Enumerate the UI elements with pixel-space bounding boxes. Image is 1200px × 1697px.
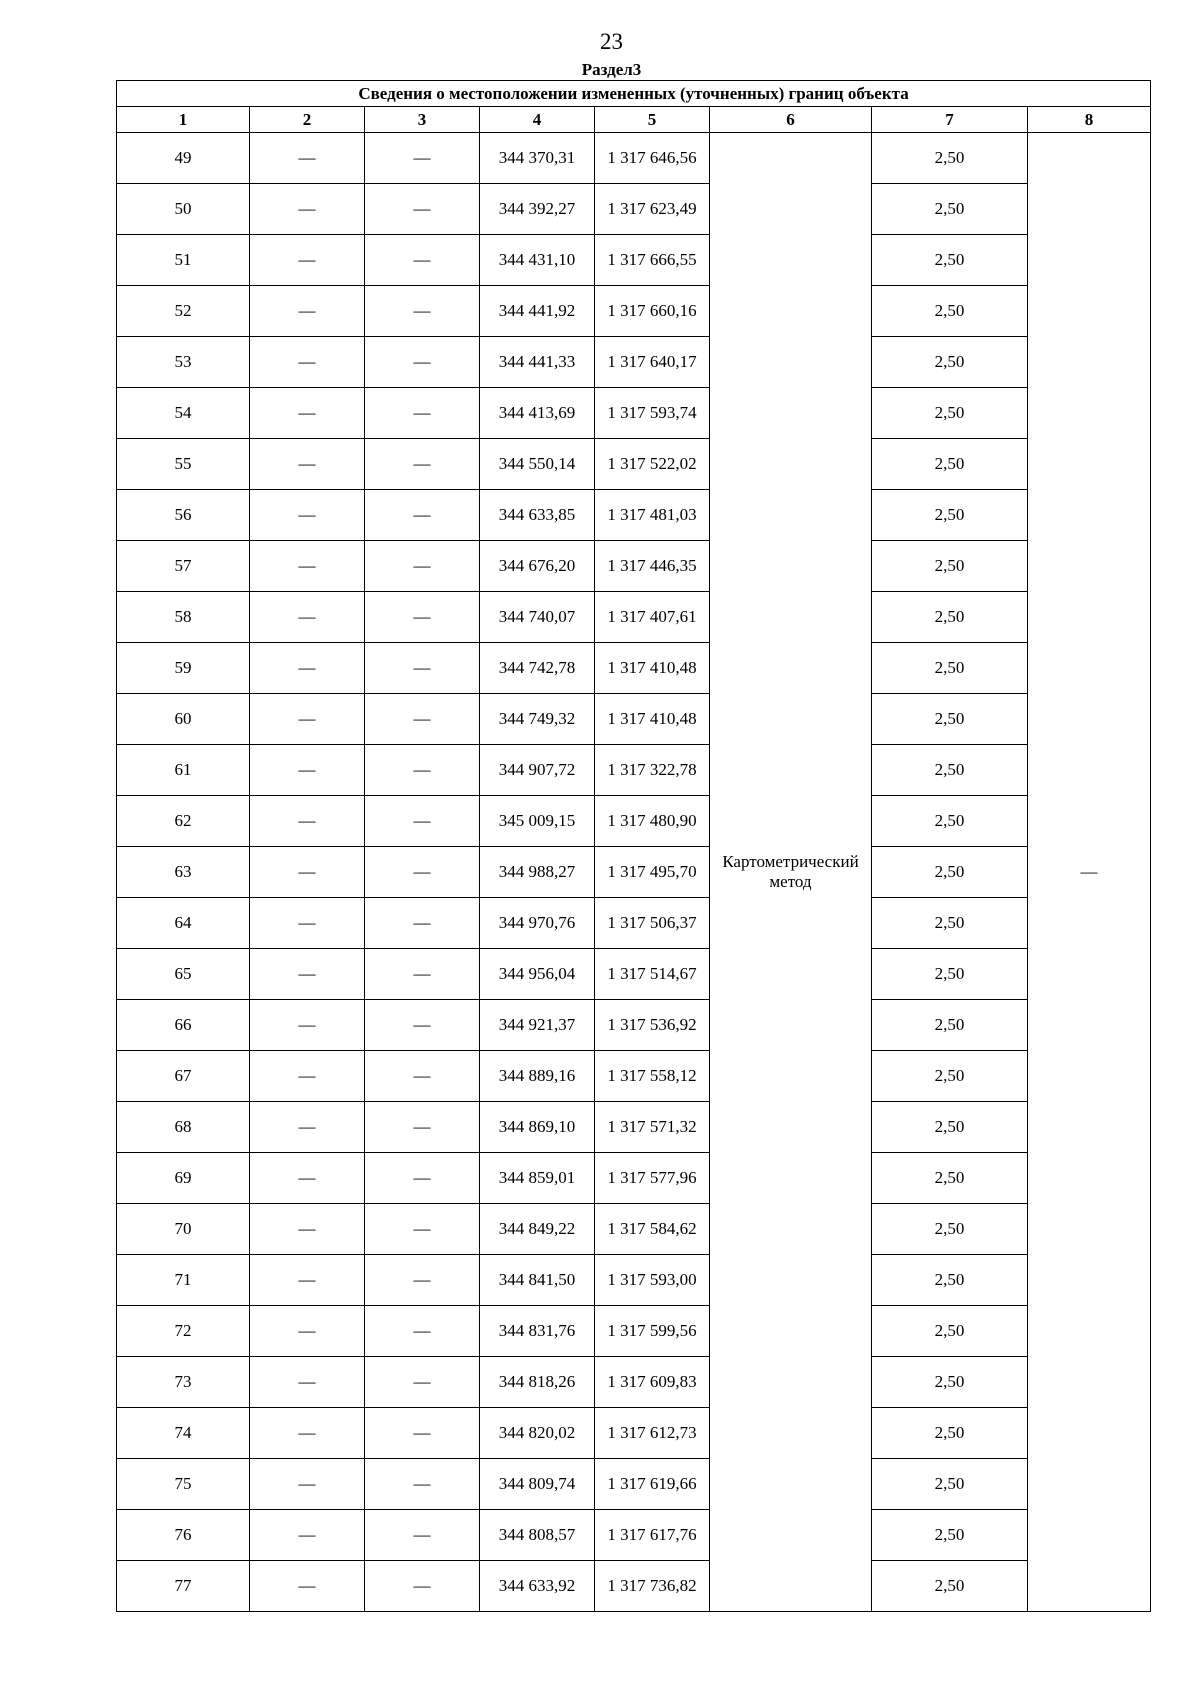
coordinate-y: 1 317 609,83 xyxy=(595,1357,710,1408)
coordinate-y: 1 317 660,16 xyxy=(595,286,710,337)
column-2-value: — xyxy=(250,1459,365,1510)
column-3-value: — xyxy=(365,1408,480,1459)
table-caption: Сведения о местоположении измененных (уточненных) границ объекта xyxy=(117,81,1151,107)
table-row xyxy=(117,949,1151,1000)
column-2-value: — xyxy=(250,337,365,388)
column-2-value: — xyxy=(250,1408,365,1459)
column-3-value: — xyxy=(365,439,480,490)
accuracy-value: 2,50 xyxy=(872,796,1028,847)
column-3-value: — xyxy=(365,184,480,235)
column-3-value: — xyxy=(365,1102,480,1153)
column-3-value: — xyxy=(365,643,480,694)
point-number: 50 xyxy=(117,184,250,235)
point-number: 67 xyxy=(117,1051,250,1102)
coordinate-x: 344 749,32 xyxy=(480,694,595,745)
column-3-value: — xyxy=(365,388,480,439)
coordinate-x: 344 550,14 xyxy=(480,439,595,490)
point-number: 57 xyxy=(117,541,250,592)
coordinate-y: 1 317 736,82 xyxy=(595,1561,710,1612)
point-number: 54 xyxy=(117,388,250,439)
column-3-value: — xyxy=(365,592,480,643)
column-number-row xyxy=(117,107,1151,133)
coordinate-x: 344 988,27 xyxy=(480,847,595,898)
column-number: 4 xyxy=(480,107,595,133)
table-row xyxy=(117,388,1151,439)
table-row xyxy=(117,337,1151,388)
column-2-value: — xyxy=(250,1306,365,1357)
coordinate-x: 344 441,92 xyxy=(480,286,595,337)
table-row xyxy=(117,235,1151,286)
accuracy-value: 2,50 xyxy=(872,694,1028,745)
accuracy-value: 2,50 xyxy=(872,133,1028,184)
accuracy-value: 2,50 xyxy=(872,388,1028,439)
coordinate-x: 344 841,50 xyxy=(480,1255,595,1306)
column-2-value: — xyxy=(250,286,365,337)
table-row xyxy=(117,286,1151,337)
column-2-value: — xyxy=(250,1255,365,1306)
coordinate-x: 344 907,72 xyxy=(480,745,595,796)
coordinate-y: 1 317 495,70 xyxy=(595,847,710,898)
column-3-value: — xyxy=(365,847,480,898)
column-number: 6 xyxy=(710,107,872,133)
coordinate-x: 344 413,69 xyxy=(480,388,595,439)
coordinate-y: 1 317 481,03 xyxy=(595,490,710,541)
point-number: 51 xyxy=(117,235,250,286)
coordinate-y: 1 317 410,48 xyxy=(595,643,710,694)
column-2-value: — xyxy=(250,796,365,847)
accuracy-value: 2,50 xyxy=(872,745,1028,796)
point-number: 70 xyxy=(117,1204,250,1255)
point-number: 61 xyxy=(117,745,250,796)
accuracy-value: 2,50 xyxy=(872,1561,1028,1612)
column-2-value: — xyxy=(250,235,365,286)
accuracy-value: 2,50 xyxy=(872,847,1028,898)
coordinate-x: 344 742,78 xyxy=(480,643,595,694)
page-number: 23 xyxy=(600,29,623,54)
coordinate-y: 1 317 558,12 xyxy=(595,1051,710,1102)
coordinate-y: 1 317 506,37 xyxy=(595,898,710,949)
accuracy-value: 2,50 xyxy=(872,1204,1028,1255)
point-number: 73 xyxy=(117,1357,250,1408)
coordinate-y: 1 317 410,48 xyxy=(595,694,710,745)
point-number: 71 xyxy=(117,1255,250,1306)
column-3-value: — xyxy=(365,286,480,337)
column-number: 8 xyxy=(1028,107,1151,133)
point-number: 69 xyxy=(117,1153,250,1204)
coordinate-x: 344 809,74 xyxy=(480,1459,595,1510)
column-2-value: — xyxy=(250,847,365,898)
table-row xyxy=(117,1357,1151,1408)
accuracy-value: 2,50 xyxy=(872,1357,1028,1408)
column-number: 5 xyxy=(595,107,710,133)
column-2-value: — xyxy=(250,694,365,745)
coordinate-x: 344 633,85 xyxy=(480,490,595,541)
column-3-value: — xyxy=(365,1459,480,1510)
column-number: 3 xyxy=(365,107,480,133)
coordinate-y: 1 317 571,32 xyxy=(595,1102,710,1153)
table-row xyxy=(117,1510,1151,1561)
coordinate-y: 1 317 584,62 xyxy=(595,1204,710,1255)
column-number: 7 xyxy=(872,107,1028,133)
column-3-value: — xyxy=(365,1051,480,1102)
coordinate-y: 1 317 646,56 xyxy=(595,133,710,184)
table-row xyxy=(117,694,1151,745)
table-row xyxy=(117,1459,1151,1510)
coordinate-x: 344 921,37 xyxy=(480,1000,595,1051)
coordinate-y: 1 317 322,78 xyxy=(595,745,710,796)
column-number: 1 xyxy=(117,107,250,133)
column-3-value: — xyxy=(365,490,480,541)
coordinate-y: 1 317 623,49 xyxy=(595,184,710,235)
accuracy-value: 2,50 xyxy=(872,1510,1028,1561)
column-2-value: — xyxy=(250,592,365,643)
coordinate-x: 344 849,22 xyxy=(480,1204,595,1255)
point-number: 56 xyxy=(117,490,250,541)
method-cell: Картометрический метод xyxy=(710,133,872,1612)
point-number: 66 xyxy=(117,1000,250,1051)
accuracy-value: 2,50 xyxy=(872,490,1028,541)
accuracy-value: 2,50 xyxy=(872,949,1028,1000)
coordinate-x: 344 820,02 xyxy=(480,1408,595,1459)
coordinate-y: 1 317 577,96 xyxy=(595,1153,710,1204)
table-row xyxy=(117,592,1151,643)
coordinate-x: 344 889,16 xyxy=(480,1051,595,1102)
coordinate-x: 344 441,33 xyxy=(480,337,595,388)
table-row xyxy=(117,541,1151,592)
column-2-value: — xyxy=(250,745,365,796)
coordinate-x: 344 808,57 xyxy=(480,1510,595,1561)
column-2-value: — xyxy=(250,541,365,592)
column-3-value: — xyxy=(365,337,480,388)
accuracy-value: 2,50 xyxy=(872,439,1028,490)
coordinate-y: 1 317 612,73 xyxy=(595,1408,710,1459)
accuracy-value: 2,50 xyxy=(872,1000,1028,1051)
column-2-value: — xyxy=(250,490,365,541)
coordinate-y: 1 317 514,67 xyxy=(595,949,710,1000)
coordinate-x: 344 676,20 xyxy=(480,541,595,592)
point-number: 62 xyxy=(117,796,250,847)
column-8-value: — xyxy=(1028,133,1151,1612)
coordinate-x: 344 431,10 xyxy=(480,235,595,286)
column-2-value: — xyxy=(250,643,365,694)
column-3-value: — xyxy=(365,1357,480,1408)
coordinate-y: 1 317 480,90 xyxy=(595,796,710,847)
point-number: 74 xyxy=(117,1408,250,1459)
accuracy-value: 2,50 xyxy=(872,898,1028,949)
column-2-value: — xyxy=(250,1561,365,1612)
accuracy-value: 2,50 xyxy=(872,1153,1028,1204)
column-3-value: — xyxy=(365,1153,480,1204)
column-number: 2 xyxy=(250,107,365,133)
table-row xyxy=(117,1102,1151,1153)
accuracy-value: 2,50 xyxy=(872,286,1028,337)
coordinate-y: 1 317 599,56 xyxy=(595,1306,710,1357)
column-3-value: — xyxy=(365,949,480,1000)
column-3-value: — xyxy=(365,541,480,592)
table-row xyxy=(117,439,1151,490)
coordinate-x: 344 869,10 xyxy=(480,1102,595,1153)
point-number: 60 xyxy=(117,694,250,745)
coordinate-y: 1 317 640,17 xyxy=(595,337,710,388)
column-3-value: — xyxy=(365,1561,480,1612)
table-row xyxy=(117,1051,1151,1102)
point-number: 58 xyxy=(117,592,250,643)
coordinate-y: 1 317 619,66 xyxy=(595,1459,710,1510)
accuracy-value: 2,50 xyxy=(872,643,1028,694)
column-3-value: — xyxy=(365,694,480,745)
section-title: Раздел3 xyxy=(581,60,642,79)
coordinate-x: 344 818,26 xyxy=(480,1357,595,1408)
column-3-value: — xyxy=(365,133,480,184)
point-number: 63 xyxy=(117,847,250,898)
column-3-value: — xyxy=(365,1000,480,1051)
point-number: 77 xyxy=(117,1561,250,1612)
point-number: 65 xyxy=(117,949,250,1000)
column-3-value: — xyxy=(365,796,480,847)
table-body xyxy=(117,133,1151,1612)
coordinate-x: 344 392,27 xyxy=(480,184,595,235)
table-row xyxy=(117,1204,1151,1255)
column-2-value: — xyxy=(250,1357,365,1408)
coordinate-x: 344 859,01 xyxy=(480,1153,595,1204)
coordinate-x: 344 633,92 xyxy=(480,1561,595,1612)
table-row xyxy=(117,133,1151,184)
table-row xyxy=(117,1255,1151,1306)
table-row xyxy=(117,1408,1151,1459)
accuracy-value: 2,50 xyxy=(872,1408,1028,1459)
coordinate-x: 344 970,76 xyxy=(480,898,595,949)
point-number: 52 xyxy=(117,286,250,337)
coordinate-y: 1 317 522,02 xyxy=(595,439,710,490)
column-2-value: — xyxy=(250,1051,365,1102)
point-number: 59 xyxy=(117,643,250,694)
coordinate-x: 344 956,04 xyxy=(480,949,595,1000)
coordinate-x: 344 831,76 xyxy=(480,1306,595,1357)
accuracy-value: 2,50 xyxy=(872,337,1028,388)
column-3-value: — xyxy=(365,1255,480,1306)
accuracy-value: 2,50 xyxy=(872,541,1028,592)
column-3-value: — xyxy=(365,1510,480,1561)
column-2-value: — xyxy=(250,439,365,490)
point-number: 72 xyxy=(117,1306,250,1357)
coordinates-table xyxy=(116,80,1151,1612)
column-2-value: — xyxy=(250,1204,365,1255)
table-row xyxy=(117,490,1151,541)
column-3-value: — xyxy=(365,745,480,796)
accuracy-value: 2,50 xyxy=(872,184,1028,235)
column-2-value: — xyxy=(250,133,365,184)
accuracy-value: 2,50 xyxy=(872,1255,1028,1306)
column-3-value: — xyxy=(365,235,480,286)
point-number: 55 xyxy=(117,439,250,490)
accuracy-value: 2,50 xyxy=(872,1459,1028,1510)
coordinate-y: 1 317 407,61 xyxy=(595,592,710,643)
table-row xyxy=(117,745,1151,796)
column-2-value: — xyxy=(250,1510,365,1561)
coordinate-y: 1 317 617,76 xyxy=(595,1510,710,1561)
accuracy-value: 2,50 xyxy=(872,1102,1028,1153)
accuracy-value: 2,50 xyxy=(872,1051,1028,1102)
column-2-value: — xyxy=(250,1102,365,1153)
accuracy-value: 2,50 xyxy=(872,235,1028,286)
coordinate-x: 344 740,07 xyxy=(480,592,595,643)
coordinate-x: 344 370,31 xyxy=(480,133,595,184)
coordinate-y: 1 317 446,35 xyxy=(595,541,710,592)
table-row xyxy=(117,1306,1151,1357)
column-2-value: — xyxy=(250,898,365,949)
coordinate-y: 1 317 593,74 xyxy=(595,388,710,439)
accuracy-value: 2,50 xyxy=(872,592,1028,643)
point-number: 75 xyxy=(117,1459,250,1510)
column-3-value: — xyxy=(365,898,480,949)
column-2-value: — xyxy=(250,184,365,235)
table-row xyxy=(117,898,1151,949)
accuracy-value: 2,50 xyxy=(872,1306,1028,1357)
table-row xyxy=(117,643,1151,694)
table-row xyxy=(117,847,1151,898)
column-2-value: — xyxy=(250,1000,365,1051)
table-row xyxy=(117,1000,1151,1051)
column-2-value: — xyxy=(250,949,365,1000)
table-row xyxy=(117,1153,1151,1204)
point-number: 49 xyxy=(117,133,250,184)
point-number: 53 xyxy=(117,337,250,388)
column-3-value: — xyxy=(365,1204,480,1255)
coordinate-y: 1 317 666,55 xyxy=(595,235,710,286)
coordinate-y: 1 317 536,92 xyxy=(595,1000,710,1051)
table-row xyxy=(117,1561,1151,1612)
coordinate-x: 345 009,15 xyxy=(480,796,595,847)
column-3-value: — xyxy=(365,1306,480,1357)
coordinate-y: 1 317 593,00 xyxy=(595,1255,710,1306)
column-2-value: — xyxy=(250,388,365,439)
point-number: 76 xyxy=(117,1510,250,1561)
column-2-value: — xyxy=(250,1153,365,1204)
table-row xyxy=(117,796,1151,847)
point-number: 68 xyxy=(117,1102,250,1153)
point-number: 64 xyxy=(117,898,250,949)
table-row xyxy=(117,184,1151,235)
